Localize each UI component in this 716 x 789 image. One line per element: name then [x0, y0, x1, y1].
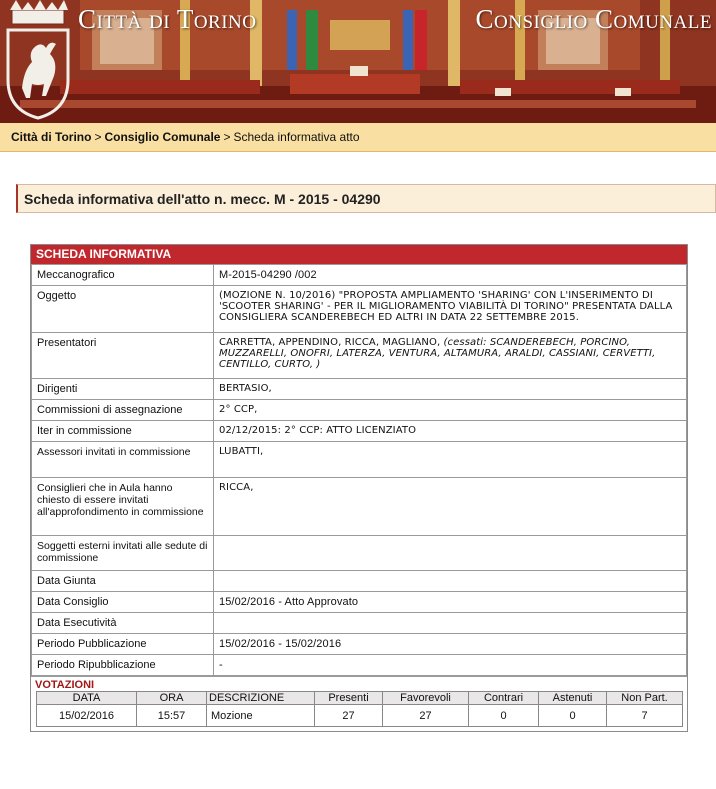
- col-favorevoli: Favorevoli: [383, 692, 469, 705]
- site-name: Città di Torino: [78, 4, 257, 34]
- value-meccanografico: M-2015-04290 /002: [214, 265, 687, 286]
- label-periodo-pubblicazione: Periodo Pubblicazione: [32, 634, 214, 655]
- cell-data: 15/02/2016: [37, 705, 137, 727]
- row-presentatori: [32, 333, 687, 379]
- breadcrumb: [0, 123, 716, 152]
- scheda-informativa: [30, 244, 688, 732]
- value-data-giunta: [214, 571, 687, 592]
- page-title: Scheda informativa dell'atto n. mecc. M - 2015 - 04290: [24, 191, 381, 207]
- cell-astenuti: 0: [539, 705, 607, 727]
- label-data-consiglio: Data Consiglio: [32, 592, 214, 613]
- breadcrumb-section-link[interactable]: Consiglio Comunale: [104, 130, 221, 144]
- cell-contrari: 0: [469, 705, 539, 727]
- votazioni-table: [36, 691, 683, 727]
- row-periodo-pubblicazione: [32, 634, 687, 655]
- row-iter: [32, 421, 687, 442]
- header-banner: [0, 0, 716, 123]
- value-periodo-pubblicazione: 15/02/2016 - 15/02/2016: [214, 634, 687, 655]
- col-astenuti: Astenuti: [539, 692, 607, 705]
- label-periodo-ripubblicazione: Periodo Ripubblicazione: [32, 655, 214, 676]
- row-data-esecutivita: [32, 613, 687, 634]
- value-assessori: LUBATTI,: [214, 442, 687, 478]
- cell-ora: 15:57: [137, 705, 207, 727]
- value-data-consiglio: 15/02/2016 - Atto Approvato: [214, 592, 687, 613]
- votazioni-title: VOTAZIONI: [35, 679, 95, 691]
- row-commissioni: [32, 400, 687, 421]
- value-dirigenti: BERTASIO,: [214, 379, 687, 400]
- col-data: DATA: [37, 692, 137, 705]
- row-periodo-ripubblicazione: [32, 655, 687, 676]
- presentatori-active: CARRETTA, APPENDINO, RICCA, MAGLIANO,: [219, 337, 441, 348]
- votazioni-header-row: [37, 692, 683, 705]
- label-consiglieri: Consiglieri che in Aula hanno chiesto di essere invitati all'approfondimento in commissione: [32, 478, 214, 536]
- row-oggetto: [32, 286, 687, 333]
- row-assessori: [32, 442, 687, 478]
- torino-coat-of-arms-logo: [2, 0, 74, 122]
- breadcrumb-separator: >: [223, 130, 231, 144]
- section-name: Consiglio Comunale: [475, 4, 712, 34]
- breadcrumb-separator: >: [94, 130, 102, 144]
- scheda-header: SCHEDA INFORMATIVA: [31, 245, 687, 264]
- row-data-consiglio: [32, 592, 687, 613]
- value-oggetto: (MOZIONE N. 10/2016) "PROPOSTA AMPLIAMENTO 'SHARING' CON L'INSERIMENTO DI 'SCOOTER SHARING' - PER IL MIGLIORAMENTO VIABILITÀ DI TORINO" PRESENTATA DALLA CONSIGLIERA SCANDEREBECH ED ALTRI IN DATA 22 SETTEMBRE 2015.: [214, 286, 687, 333]
- cell-non-part: 7: [607, 705, 683, 727]
- row-meccanografico: [32, 265, 687, 286]
- cell-favorevoli: 27: [383, 705, 469, 727]
- cell-presenti: 27: [315, 705, 383, 727]
- votazioni-section: [31, 676, 687, 731]
- value-data-esecutivita: [214, 613, 687, 634]
- value-consiglieri: RICCA,: [214, 478, 687, 536]
- label-data-giunta: Data Giunta: [32, 571, 214, 592]
- breadcrumb-current: Scheda informativa atto: [233, 130, 360, 144]
- value-soggetti: [214, 536, 687, 571]
- label-presentatori: Presentatori: [32, 333, 214, 379]
- row-dirigenti: [32, 379, 687, 400]
- label-commissioni: Commissioni di assegnazione: [32, 400, 214, 421]
- value-periodo-ripubblicazione: -: [214, 655, 687, 676]
- table-row: [37, 705, 683, 727]
- value-commissioni: 2° CCP,: [214, 400, 687, 421]
- row-consiglieri: [32, 478, 687, 536]
- label-assessori: Assessori invitati in commissione: [32, 442, 214, 478]
- row-data-giunta: [32, 571, 687, 592]
- label-oggetto: Oggetto: [32, 286, 214, 333]
- presentatori-ceased: (cessati: SCANDEREBECH, PORCINO, MUZZARELLI, ONOFRI, LATERZA, VENTURA, ALTAMURA, ARALDI, CASSIANI, CERVETTI, CENTILLO, CURTO, ): [219, 337, 656, 370]
- col-non-part: Non Part.: [607, 692, 683, 705]
- label-meccanografico: Meccanografico: [32, 265, 214, 286]
- col-contrari: Contrari: [469, 692, 539, 705]
- cell-descrizione: Mozione: [207, 705, 315, 727]
- scheda-table: [31, 264, 687, 676]
- page-title-box: [16, 184, 716, 213]
- breadcrumb-home-link[interactable]: Città di Torino: [11, 130, 92, 144]
- col-descrizione: DESCRIZIONE: [207, 692, 315, 705]
- col-presenti: Presenti: [315, 692, 383, 705]
- label-soggetti: Soggetti esterni invitati alle sedute di commissione: [32, 536, 214, 571]
- label-data-esecutivita: Data Esecutività: [32, 613, 214, 634]
- value-presentatori: [214, 333, 687, 379]
- value-iter: 02/12/2015: 2° CCP: ATTO LICENZIATO: [214, 421, 687, 442]
- col-ora: ORA: [137, 692, 207, 705]
- label-iter: Iter in commissione: [32, 421, 214, 442]
- label-dirigenti: Dirigenti: [32, 379, 214, 400]
- row-soggetti: [32, 536, 687, 571]
